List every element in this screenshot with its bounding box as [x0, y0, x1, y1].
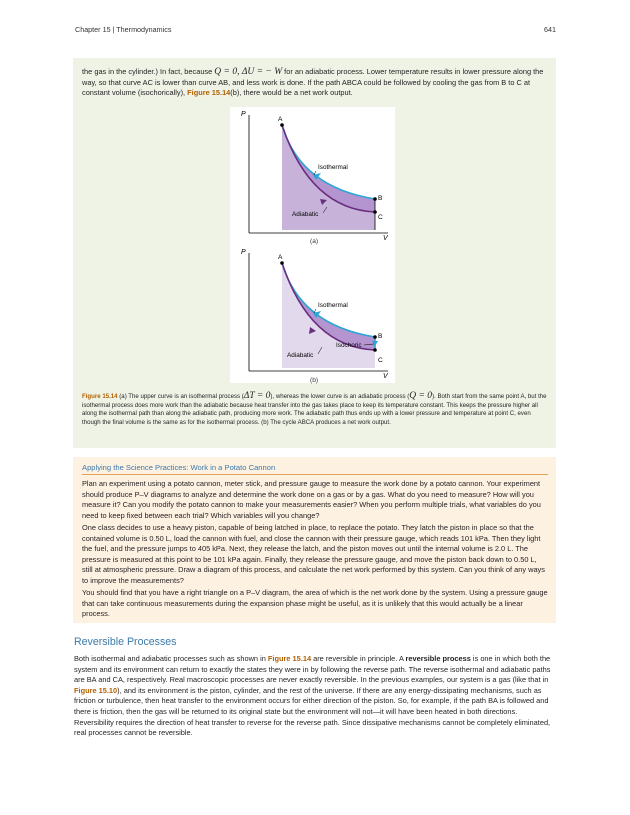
- intro-math: Q = 0, ΔU = − W: [214, 67, 283, 77]
- section-text-4: ), and its environment is the piston, cylinder, and the rest of the universe. If there are any energy-dissipating mechanisms, such as friction or turbulence, then heat transfer to the environment occurs for either direction of the piston. So, for example, if the path BA is followed and there is friction, then the gas will be returned to its original state but the environment will not—it will have been heated in both directions. Reversibility requires the direction of heat transfer to reverse for the reverse path. Since dissipative mechanisms cannot be completely eliminated, real processes cannot be reversible.: [74, 685, 551, 738]
- isothermal-label-b: Isothermal: [318, 302, 348, 309]
- point-b-label: B: [378, 195, 383, 202]
- adiabatic-label: Adiabatic: [292, 211, 319, 218]
- axis-p-label: P: [241, 111, 246, 118]
- figure-link[interactable]: Figure 15.14: [187, 88, 231, 98]
- practices-paragraph-3: You should find that you have a right triangle on a P–V diagram, the area of which is the net work done by the system. Using a pressure gauge that can take continuous measurements during the expansion phase might be useful, as it is unlikely that this would actually be a linear process.: [82, 588, 548, 619]
- section-text-1: Both isothermal and adiabatic processes such as shown in: [74, 654, 268, 663]
- caption-math-1: ΔT = 0: [243, 391, 271, 402]
- science-practices-title: Applying the Science Practices: Work in a Potato Cannon: [82, 463, 548, 475]
- page-number: 641: [544, 25, 556, 34]
- figure-link-15-10[interactable]: Figure 15.10: [74, 685, 118, 695]
- section-body: [74, 654, 556, 739]
- point-b-label-b: B: [378, 333, 383, 340]
- figure-link-15-14[interactable]: Figure 15.14: [267, 654, 312, 663]
- panel-a-label: (a): [310, 238, 319, 245]
- practices-paragraph-2: One class decides to use a heavy piston, capable of being latched in place, to replace the potato. They latch the piston in place so that the contained volume is 0.50 L, load the cannon with fuel, and close the cannon with their pressure gauge, which reads 101 kPa. Then they light the fuel, and the pressure jumps to 405 kPa. Next, they release the latch, and the piston moves out until the internal volume is 2.0 L. The pressure is measured at this point to be 101 kPa again. Finally, they release the pressure gauge, and move the piston back down to 0.50 L, still at atmospheric pressure. Draw a diagram of this process, and calculate the net work performed by this system. Can you think of any ways to improve the measurements?: [82, 523, 545, 585]
- caption-text-2: ), whereas the lower curve is an adiabatic process (: [270, 393, 410, 401]
- intro-text-2: for an adiabatic process. Lower temperature results in lower pressure along the way, so that curve AC is lower than curve AB, and less work is done. If the path ABCA could be followed by cooling the gas from B to C at constant volume (isochorically),: [82, 67, 544, 98]
- point-a-label-b: A: [278, 254, 283, 261]
- point-c-marker-b: [373, 348, 377, 352]
- isothermal-label: Isothermal: [318, 164, 348, 171]
- point-c-label: C: [378, 214, 383, 221]
- caption-math-2: Q = 0: [409, 391, 433, 402]
- figure-caption: [82, 392, 548, 427]
- pv-diagram-b: [230, 245, 395, 383]
- caption-text-3: ). Both start from the same point A, but the isothermal process does more work than the adiabatic because heat transfer into the gas takes place to keep its temperature constant. This keeps the pressure higher all along the isothermal path than along the adiabatic path, producing more work. The adiabatic path thus ends up with a lower pressure and temperature at point C, even though the final volume is the same as for the isothermal process. (b) The cycle ABCA produces a net work output.: [82, 393, 547, 426]
- section-text-3: is one in which both the system and its environment can return to exactly the states they were in by following the reverse path. The reverse isothermal and adiabatic paths are BA and CA, respectively. Real macroscopic processes are never exactly reversible. In the previous examples, our system is a gas (like that in: [74, 654, 551, 685]
- pv-diagram-a: [230, 107, 395, 245]
- panel-b-label: (b): [310, 377, 319, 384]
- practices-paragraph-1: Plan an experiment using a potato cannon, meter stick, and pressure gauge to measure the work done by a potato cannon. Your experiment should produce P–V diagrams to analyze and determine the work done on a gas or by a gas. What do you need to measure? How will you measure it? Can you modify the potato cannon to make your measurements easier? When you perform multiple trials, what variables do you need to keep fixed between each trial? Which variables will you change?: [82, 479, 541, 520]
- axis-p-label-b: P: [241, 249, 246, 256]
- intro-text-1: the gas in the cylinder.) In fact, because: [82, 67, 215, 76]
- point-c-label-b: C: [378, 357, 383, 364]
- caption-text-1: (a) The upper curve is an isothermal process (: [117, 393, 244, 401]
- running-header-chapter: Chapter 15 | Thermodynamics: [75, 25, 172, 34]
- point-a-marker: [280, 123, 284, 127]
- section-title: Reversible Processes: [74, 636, 177, 648]
- adiabatic-label-b: Adiabatic: [287, 352, 314, 359]
- section-text-2: are reversible in principle. A: [311, 654, 406, 663]
- point-c-marker: [373, 210, 377, 214]
- point-b-marker-b: [373, 335, 377, 339]
- caption-title: Figure 15.14: [82, 393, 118, 401]
- axis-v-label: V: [383, 235, 388, 242]
- isochoric-label-b: Isochoric: [336, 342, 362, 349]
- point-a-marker-b: [280, 261, 284, 265]
- point-b-marker: [373, 197, 377, 201]
- term-reversible-process: reversible process: [405, 654, 471, 663]
- intro-paragraph: [82, 67, 548, 99]
- point-a-label: A: [278, 116, 283, 123]
- axis-v-label-b: V: [383, 373, 388, 380]
- intro-text-3: (b), there would be a net work output.: [230, 88, 353, 98]
